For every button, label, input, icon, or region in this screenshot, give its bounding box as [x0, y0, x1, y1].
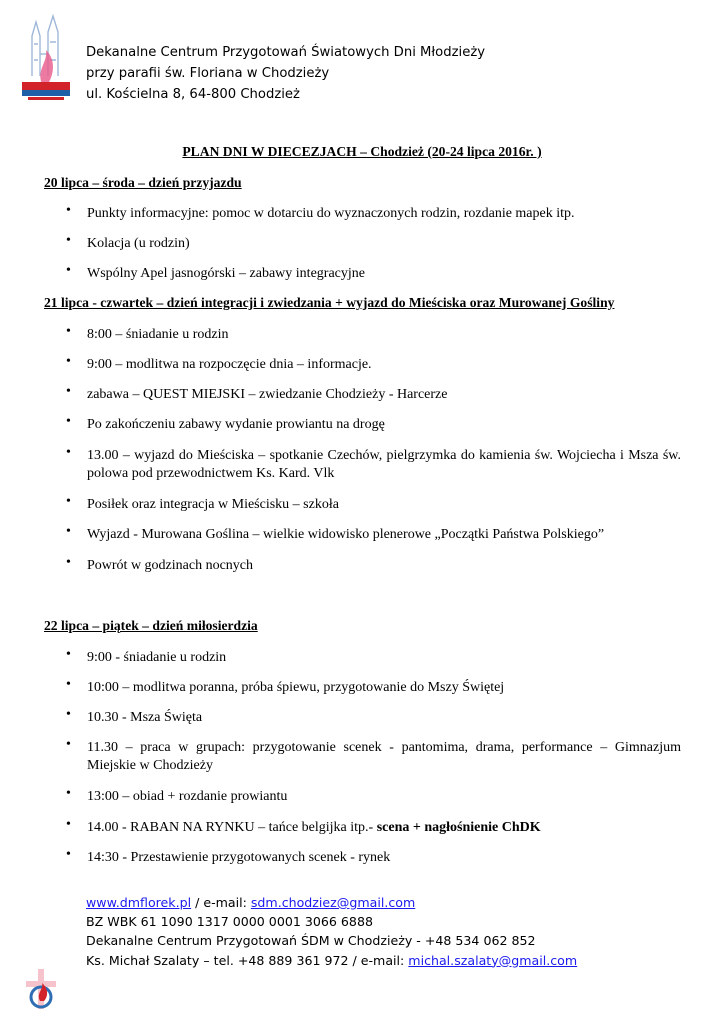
- list-item-text: Wyjazd - Murowana Goślina – wielkie widowisko plenerowe „Początki Państwa Polskiego”: [87, 527, 605, 542]
- priest-contact: Ks. Michał Szalaty – tel. +48 889 361 972 / e-mail:: [86, 952, 409, 968]
- list-item-text: 9:00 – modlitwa na rozpoczęcie dnia – informacje.: [87, 357, 372, 372]
- list-item-text: Wspólny Apel jasnogórski – zabawy integracyjne: [87, 266, 365, 281]
- priest-email-link[interactable]: michal.szalaty@gmail.com: [408, 952, 578, 968]
- footer-web-line: [86, 893, 577, 912]
- logo-banner-red: [22, 82, 70, 90]
- wyd-small-logo: [22, 963, 62, 1015]
- day-heading-20-july: 20 lipca – środa – dzień przyjazdu: [44, 175, 242, 190]
- list-item-text-plain: 14.00 - RABAN NA RYNKU – tańce belgijka itp.-: [87, 820, 377, 835]
- wyd-krakow-logo: [18, 14, 74, 102]
- footer-contact: [86, 893, 577, 970]
- list-item-text: 13.00 – wyjazd do Mieściska – spotkanie Czechów, pielgrzymka do kamienia św. Wojciecha i Msza św. polowa pod przewodnictwem Ks. Kard. Vlk: [87, 448, 681, 481]
- page-title: PLAN DNI W DIECEZJACH – Chodzież (20-24 lipca 2016r. ): [182, 144, 542, 159]
- list-item-text: 9:00 - śniadanie u rodzin: [87, 650, 227, 665]
- list-item-text: Kolacja (u rodzin): [87, 236, 190, 251]
- list-item-text: 10:00 – modlitwa poranna, próba śpiewu, przygotowanie do Mszy Świętej: [87, 680, 505, 695]
- bank-account: BZ WBK 61 1090 1317 0000 0001 3066 6888: [86, 914, 373, 930]
- list-item-text: Powrót w godzinach nocnych: [87, 558, 254, 573]
- bullet-icon: •: [66, 233, 71, 248]
- list-item-text: zabawa – QUEST MIEJSKI – zwiedzanie Chodzieży - Harcerze: [87, 387, 448, 402]
- list-item-text: 8:00 – śniadanie u rodzin: [87, 327, 229, 342]
- list-item-text-bold: scena + nagłośnienie ChDK: [376, 820, 541, 835]
- priest-contact-line: [86, 951, 577, 970]
- bullet-icon: •: [66, 555, 71, 570]
- bullet-icon: •: [66, 414, 71, 429]
- bullet-icon: •: [66, 847, 71, 862]
- logo-cross: [26, 969, 56, 1009]
- list-item-text: 13:00 – obiad + rozdanie prowiantu: [87, 789, 288, 804]
- bullet-icon: •: [66, 203, 71, 218]
- day-heading-21-july: 21 lipca - czwartek – dzień integracji i zwiedzania + wyjazd do Mieściska oraz Murowanej Gośliny: [44, 295, 615, 310]
- bullet-icon: •: [66, 445, 71, 460]
- list-item-text: 10.30 - Msza Święta: [87, 710, 203, 725]
- bullet-icon: •: [66, 324, 71, 339]
- list-item-text: Posiłek oraz integracja w Mieścisku – szkoła: [87, 497, 339, 512]
- logo-banner-bottom: [28, 97, 64, 100]
- list-item-text: Punkty informacyjne: pomoc w dotarciu do wyznaczonych rodzin, rozdanie mapek itp.: [87, 206, 575, 221]
- header-line-1: Dekanalne Centrum Przygotowań Światowych Dni Młodzieży: [86, 45, 486, 60]
- header-line-2: przy parafii św. Floriana w Chodzieży: [86, 66, 330, 81]
- bullet-icon: •: [66, 647, 71, 662]
- bullet-icon: •: [66, 384, 71, 399]
- list-item-text: [87, 819, 681, 837]
- website-link[interactable]: www.dmflorek.pl: [86, 895, 192, 910]
- bullet-icon: •: [66, 817, 71, 832]
- list-item-text: 14:30 - Przestawienie przygotowanych scenek - rynek: [87, 850, 391, 865]
- email-label: / e-mail:: [191, 895, 251, 910]
- bullet-icon: •: [66, 677, 71, 692]
- bullet-icon: •: [66, 737, 71, 752]
- bullet-icon: •: [66, 707, 71, 722]
- contact-phone: Dekanalne Centrum Przygotowań ŚDM w Chodzieży - +48 534 062 852: [86, 933, 536, 949]
- bullet-icon: •: [66, 263, 71, 278]
- bullet-icon: •: [66, 524, 71, 539]
- day-heading-22-july: 22 lipca – piątek – dzień miłosierdzia: [44, 618, 258, 633]
- bullet-icon: •: [66, 354, 71, 369]
- list-item-text: 11.30 – praca w grupach: przygotowanie scenek - pantomima, drama, performance – Gimnazjum Miejskie w Chodzieży: [87, 740, 681, 773]
- header-line-3: ul. Kościelna 8, 64-800 Chodzież: [86, 87, 300, 102]
- logo-flame: [40, 50, 53, 84]
- email-link[interactable]: sdm.chodziez@gmail.com: [250, 895, 416, 910]
- bullet-icon: •: [66, 494, 71, 509]
- logo-banner-blue: [22, 90, 70, 96]
- list-item-text: Po zakończeniu zabawy wydanie prowiantu na drogę: [87, 417, 385, 432]
- bullet-icon: •: [66, 786, 71, 801]
- organization-header: [86, 42, 485, 105]
